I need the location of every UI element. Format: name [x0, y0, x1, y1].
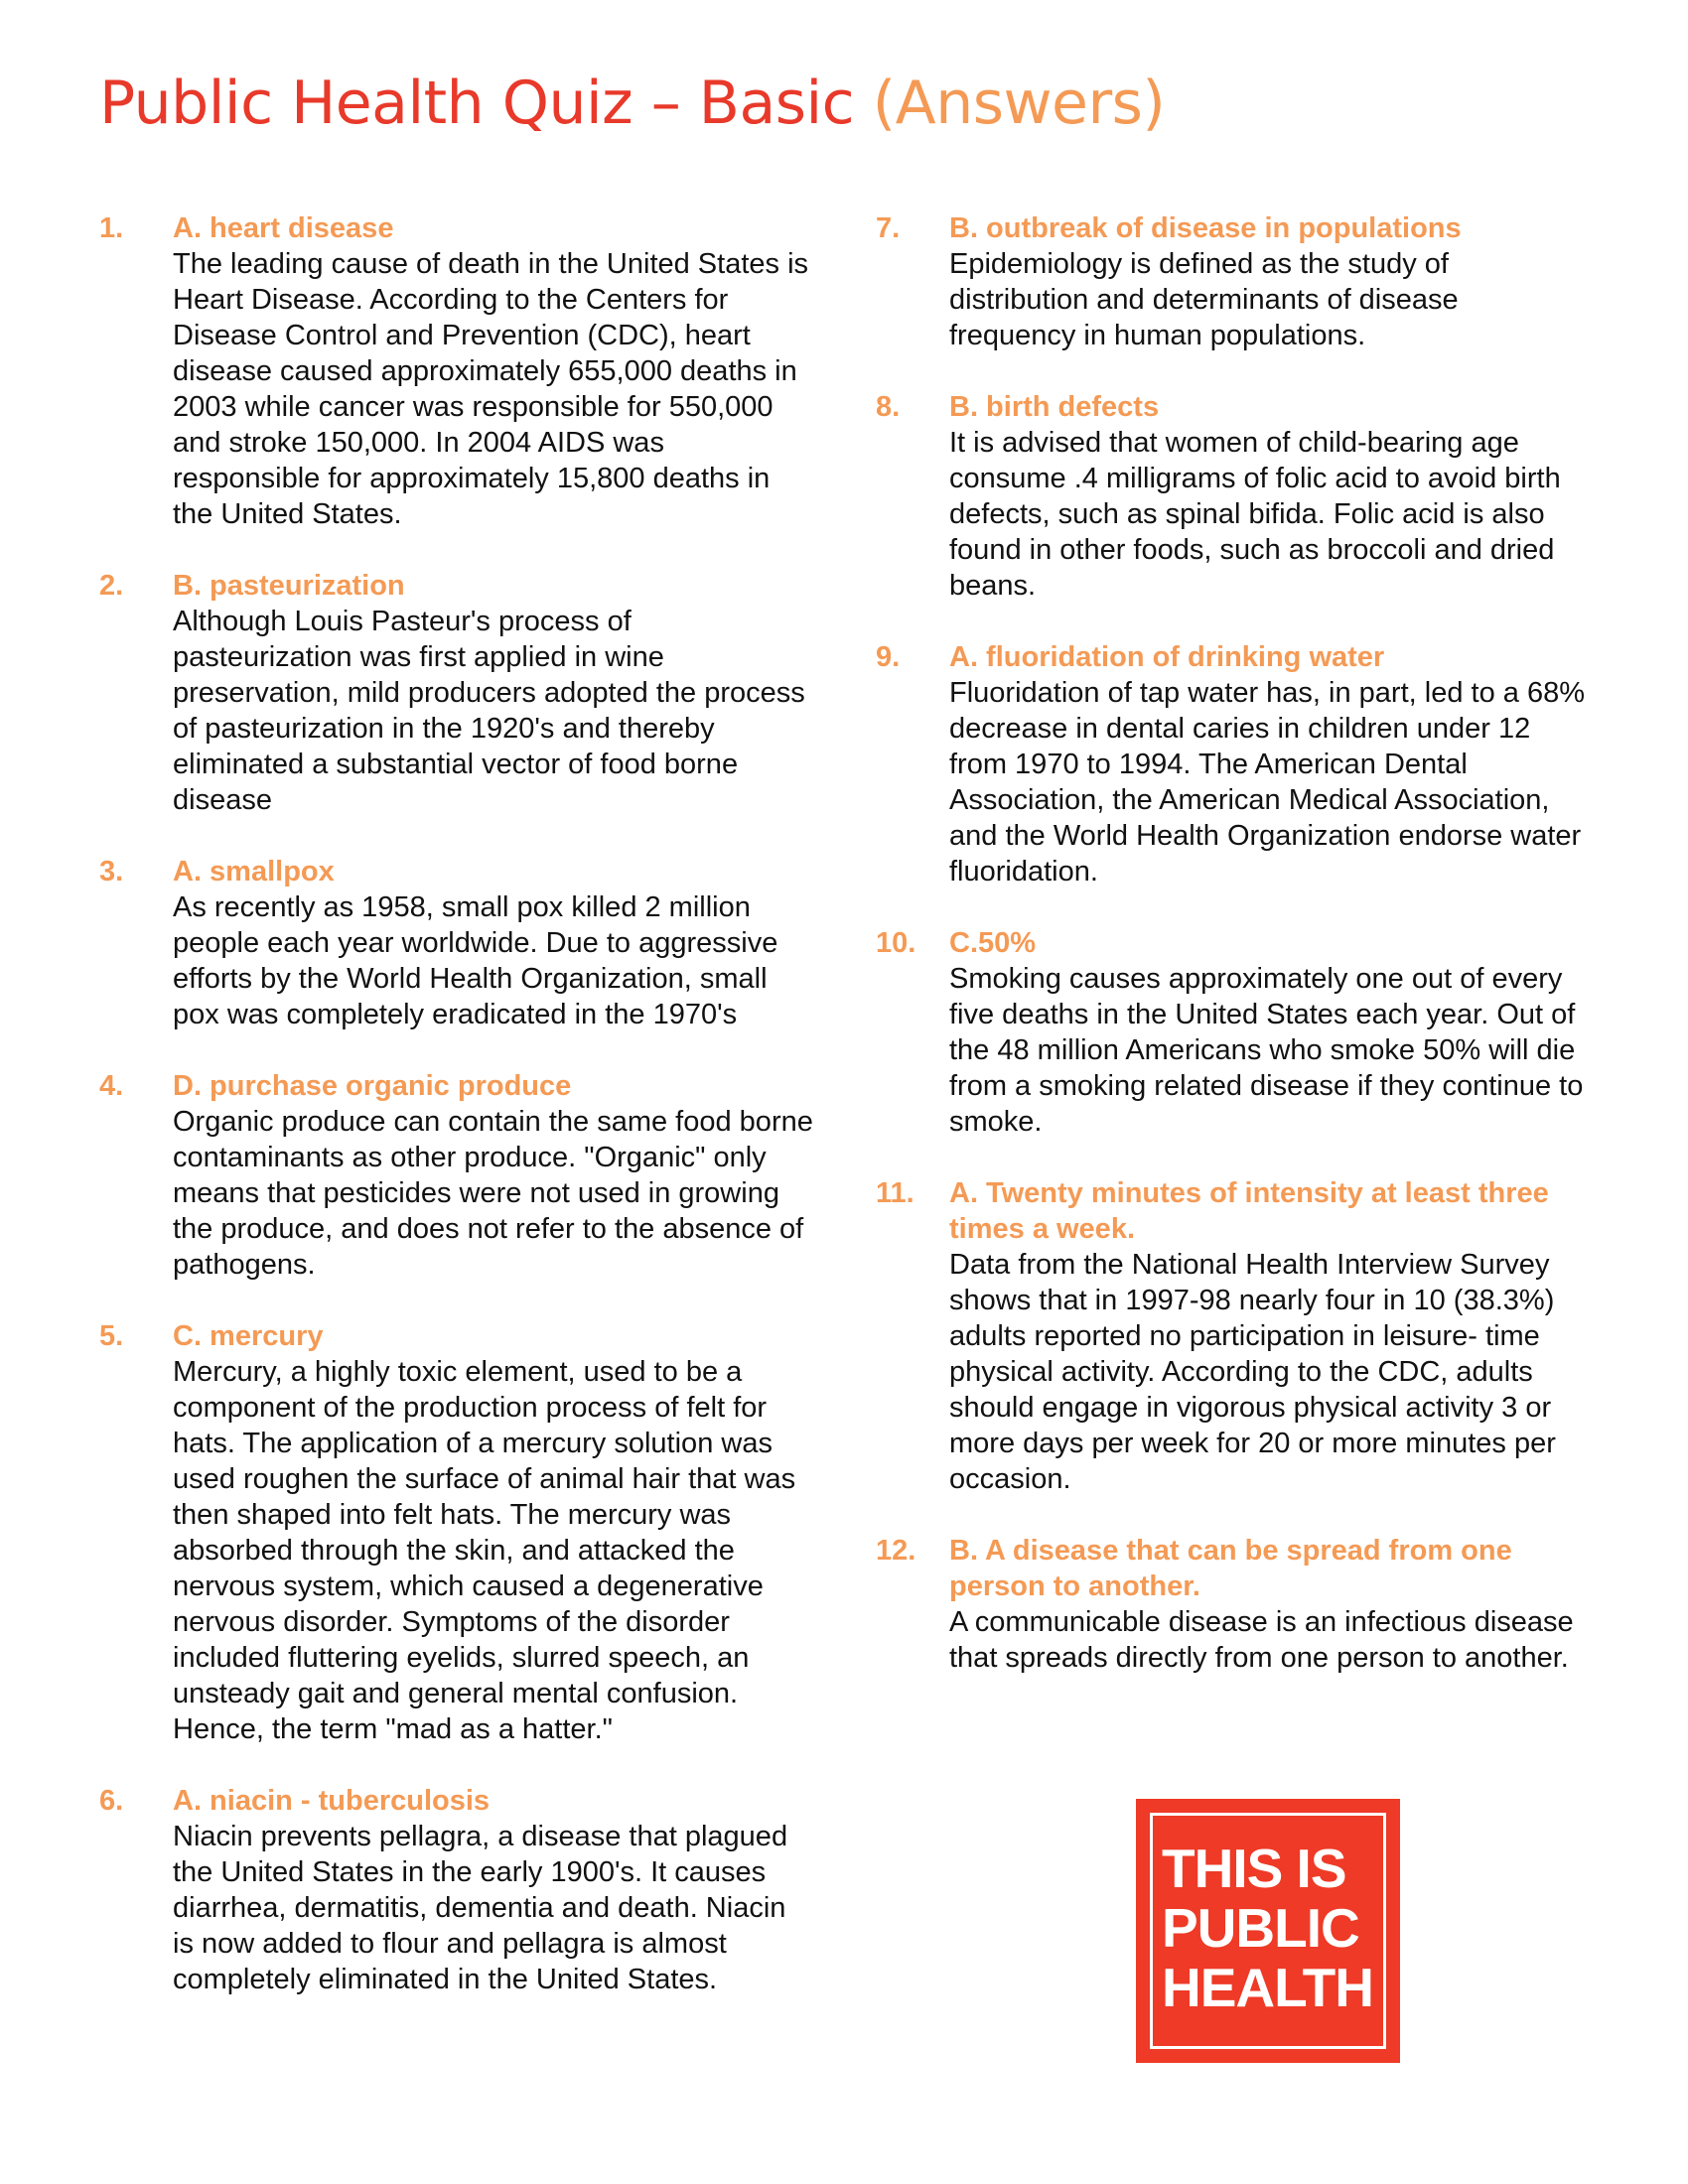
answer-item-1: [99, 210, 814, 532]
answer-item-2: [99, 568, 814, 818]
answer-item-6: [99, 1783, 814, 1997]
item-number: 5.: [99, 1320, 124, 1352]
answer-explanation: Although Louis Pasteur's process of pasteurization was first applied in wine preservation, mild producers adopted the process of pasteurization in the 1920's and thereby eliminated a substantial vector of food borne disease: [173, 606, 805, 816]
logo-line-1: THIS IS: [1162, 1838, 1346, 1899]
answer-explanation: Data from the National Health Interview Survey shows that in 1997-98 nearly four in 10 (38.3%) adults reported no participation in leisure- time physical activity. According to the CDC, adults should engage in vigorous physical activity 3 or more days per week for 20 or more minutes per occasion.: [949, 1249, 1556, 1495]
logo-line-3: HEALTH: [1162, 1957, 1373, 2018]
answer-item-12: [876, 1533, 1591, 1676]
answer-explanation: It is advised that women of child-bearing age consume .4 milligrams of folic acid to avoid birth defects, such as spinal bifida. Folic acid is also found in other foods, such as broccoli and dried beans.: [949, 427, 1561, 602]
answer-label: A. fluoridation of drinking water: [949, 641, 1385, 673]
answer-label: A. niacin - tuberculosis: [173, 1785, 491, 1817]
answer-explanation: Fluoridation of tap water has, in part, led to a 68% decrease in dental caries in children under 12 from 1970 to 1994. The American Dental Association, the American Medical Association, and the World Health Organization endorse water fluoridation.: [949, 677, 1585, 887]
answer-label: D. purchase organic produce: [173, 1070, 572, 1102]
answer-label: C. mercury: [173, 1320, 324, 1352]
title-main: Public Health Quiz – Basic: [99, 68, 855, 138]
title-suffix: (Answers): [872, 68, 1166, 138]
answer-label: A. heart disease: [173, 212, 394, 244]
answer-item-3: [99, 854, 814, 1032]
answer-item-11: [876, 1175, 1591, 1497]
answer-explanation: The leading cause of death in the United States is Heart Disease. According to the Centers for Disease Control and Prevention (CDC), heart disease caused approximately 655,000 deaths in 2003 while cancer was responsible for 550,000 and stroke 150,000. In 2004 AIDS was responsible for approximately 15,800 deaths in the United States.: [173, 248, 809, 530]
answer-explanation: As recently as 1958, small pox killed 2 million people each year worldwide. Due to aggressive efforts by the World Health Organization, small pox was completely eradicated in the 1970's: [173, 891, 778, 1030]
answer-label: A. smallpox: [173, 856, 335, 887]
item-number: 12.: [876, 1535, 916, 1567]
right-column: [876, 210, 1591, 1711]
page-title: [99, 68, 1165, 139]
item-number: 11.: [876, 1177, 914, 1209]
answer-explanation: Niacin prevents pellagra, a disease that plagued the United States in the early 1900's. It causes diarrhea, dermatitis, dementia and death. Niacin is now added to flour and pellagra is almost completely eliminated in the United States.: [173, 1821, 788, 1995]
item-number: 3.: [99, 856, 124, 887]
answer-item-7: [876, 210, 1591, 353]
item-number: 9.: [876, 641, 901, 673]
left-column: [99, 210, 814, 2033]
answer-label: B. birth defects: [949, 391, 1160, 423]
answer-label: B. outbreak of disease in populations: [949, 212, 1462, 244]
answer-label: A. Twenty minutes of intensity at least three times a week.: [949, 1177, 1549, 1245]
logo-text: [1162, 1839, 1373, 2017]
item-number: 1.: [99, 212, 124, 244]
item-number: 6.: [99, 1785, 124, 1817]
answer-explanation: A communicable disease is an infectious disease that spreads directly from one person to another.: [949, 1606, 1574, 1674]
logo-line-2: PUBLIC: [1162, 1897, 1359, 1959]
answer-explanation: Smoking causes approximately one out of every five deaths in the United States each year. Out of the 48 million Americans who smoke 50% will die from a smoking related disease if they continue to smoke.: [949, 963, 1584, 1138]
answer-label: B. pasteurization: [173, 570, 405, 602]
answer-explanation: Epidemiology is defined as the study of distribution and determinants of disease frequency in human populations.: [949, 248, 1459, 351]
answer-label: C.50%: [949, 927, 1037, 959]
item-number: 10.: [876, 927, 916, 959]
answer-item-10: [876, 925, 1591, 1140]
answer-item-9: [876, 639, 1591, 889]
answer-explanation: Organic produce can contain the same food borne contaminants as other produce. "Organic" only means that pesticides were not used in growing the produce, and does not refer to the absence of pathogens.: [173, 1106, 813, 1281]
item-number: 8.: [876, 391, 901, 423]
answer-label: B. A disease that can be spread from one person to another.: [949, 1535, 1512, 1602]
answer-item-5: [99, 1318, 814, 1747]
item-number: 4.: [99, 1070, 124, 1102]
answer-item-4: [99, 1068, 814, 1283]
answer-explanation: Mercury, a highly toxic element, used to be a component of the production process of felt for hats. The application of a mercury solution was used roughen the surface of animal hair that was then shaped into felt hats. The mercury was absorbed through the skin, and attacked the nervous system, which caused a degenerative nervous disorder. Symptoms of the disorder included fluttering eyelids, slurred speech, an unsteady gait and general mental confusion. Hence, the term "mad as a hatter.": [173, 1356, 796, 1745]
item-number: 2.: [99, 570, 124, 602]
item-number: 7.: [876, 212, 901, 244]
this-is-public-health-logo: [1136, 1799, 1400, 2063]
answer-item-8: [876, 389, 1591, 604]
